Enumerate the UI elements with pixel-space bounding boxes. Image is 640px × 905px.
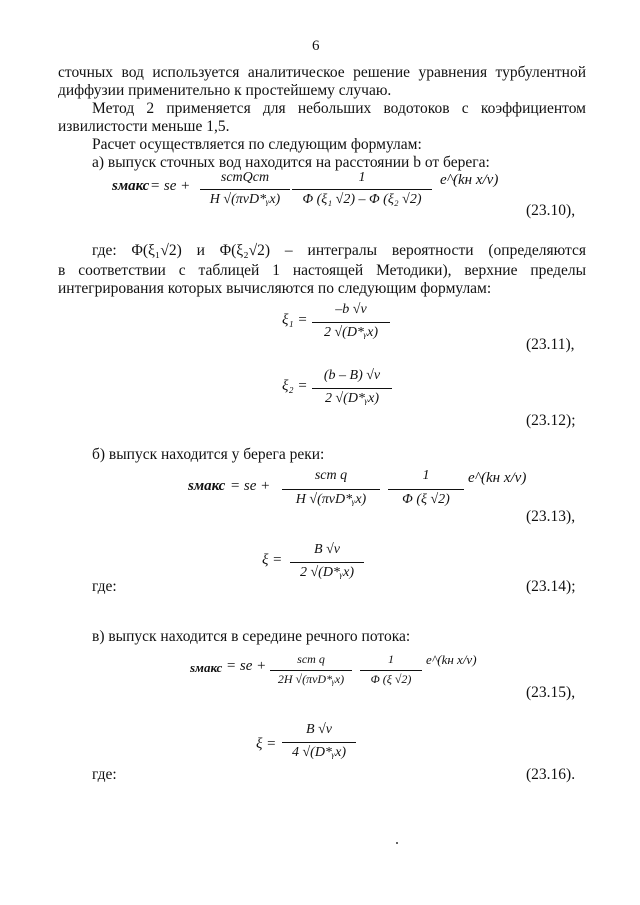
- equation-number: (23.14);: [526, 578, 576, 595]
- fraction-numerator: sстQст: [220, 170, 270, 185]
- where-text-line: в соответствии с таблицей 1 настоящей Методики), верхние пределы: [58, 262, 586, 279]
- fraction-bar: [200, 189, 290, 190]
- fraction-denominator: Φ (ξ₁ √2) – Φ (ξ₂ √2): [302, 192, 422, 207]
- case-b-heading: б) выпуск находится у берега реки:: [92, 446, 325, 463]
- fraction-denominator: 2 √(D*ᵧx): [323, 325, 379, 340]
- equation-number: (23.15),: [526, 684, 576, 701]
- equation-lhs: ξ₂ =: [282, 378, 308, 394]
- case-a-heading: а) выпуск сточных вод находится на расстоянии b от берега:: [92, 154, 490, 171]
- fraction-denominator: Φ (ξ √2): [370, 672, 412, 686]
- fraction-numerator: 1: [422, 468, 430, 483]
- fraction-denominator: 2H √(πvD*ᵧx): [277, 672, 345, 686]
- fraction-numerator: sст q: [314, 468, 348, 483]
- fraction-denominator: H √(πvD*ᵧx): [209, 192, 281, 207]
- page-number: 6: [312, 38, 320, 54]
- equation-number: (23.10),: [526, 202, 576, 219]
- equation-rhs-start: = sе +: [150, 178, 191, 194]
- fraction-bar: [290, 562, 364, 563]
- equation-rhs-start: = sе +: [230, 478, 271, 494]
- fraction-denominator: Φ (ξ √2): [402, 492, 450, 507]
- fraction-bar: [292, 189, 432, 190]
- exponent: e^(kн x/v): [426, 652, 477, 667]
- fraction-bar: [360, 670, 422, 671]
- scan-speck: [396, 842, 398, 844]
- fraction-bar: [282, 742, 356, 743]
- equation-lhs: sмакс: [190, 660, 223, 675]
- paragraph-line: сточных вод используется аналитическое решение уравнения турбулентной: [58, 64, 586, 81]
- exponent: e^(kн x/v): [468, 470, 527, 486]
- fraction-bar: [312, 322, 390, 323]
- fraction-denominator: 2 √(D*ᵧx): [324, 391, 380, 406]
- equation-number: (23.12);: [526, 412, 576, 429]
- fraction-numerator: –b √v: [335, 302, 367, 317]
- paragraph-line: Расчет осуществляется по следующим формулам:: [92, 136, 422, 153]
- fraction-bar: [312, 388, 392, 389]
- equation-lhs: sмакс: [112, 178, 150, 194]
- exponent: e^(kн x/v): [440, 172, 499, 188]
- fraction-denominator: 4 √(D*ᵧx): [291, 745, 347, 760]
- fraction-numerator: 1: [358, 170, 366, 185]
- fraction-bar: [282, 489, 380, 490]
- where-label: где:: [92, 766, 117, 783]
- equation-lhs: sмакс: [188, 478, 226, 494]
- fraction-numerator: (b – B) √v: [323, 368, 381, 383]
- paragraph-line: Метод 2 применяется для небольших водотоков с коэффициентом: [92, 100, 586, 117]
- where-text-line: интегрирования которых вычисляются по следующим формулам:: [58, 280, 492, 297]
- fraction-bar: [270, 670, 352, 671]
- case-c-heading: в) выпуск находится в середине речного потока:: [92, 628, 411, 645]
- equation-lhs: ξ₁ =: [282, 312, 308, 328]
- equation-rhs-start: = sе +: [226, 658, 267, 674]
- paragraph-line: диффузии применительно к простейшему случаю.: [58, 82, 392, 99]
- paragraph-line: извилистости меньше 1,5.: [58, 118, 230, 135]
- equation-number: (23.16).: [526, 766, 576, 783]
- fraction-denominator: 2 √(D*ᵧx): [299, 565, 355, 580]
- where-label: где:: [92, 578, 117, 595]
- equation-number: (23.13),: [526, 508, 576, 525]
- fraction-numerator: sст q: [297, 652, 325, 666]
- equation-number: (23.11),: [526, 336, 575, 353]
- fraction-numerator: B √v: [314, 542, 340, 557]
- equation-lhs: ξ =: [262, 552, 283, 568]
- fraction-denominator: H √(πvD*ᵧx): [295, 492, 367, 507]
- fraction-bar: [388, 489, 464, 490]
- equation-lhs: ξ =: [256, 736, 277, 752]
- where-text-line: где: Φ(ξ₁√2) и Φ(ξ₂√2) – интегралы вероятности (определяются: [92, 242, 586, 259]
- fraction-numerator: 1: [388, 652, 394, 666]
- fraction-numerator: B √v: [306, 722, 332, 737]
